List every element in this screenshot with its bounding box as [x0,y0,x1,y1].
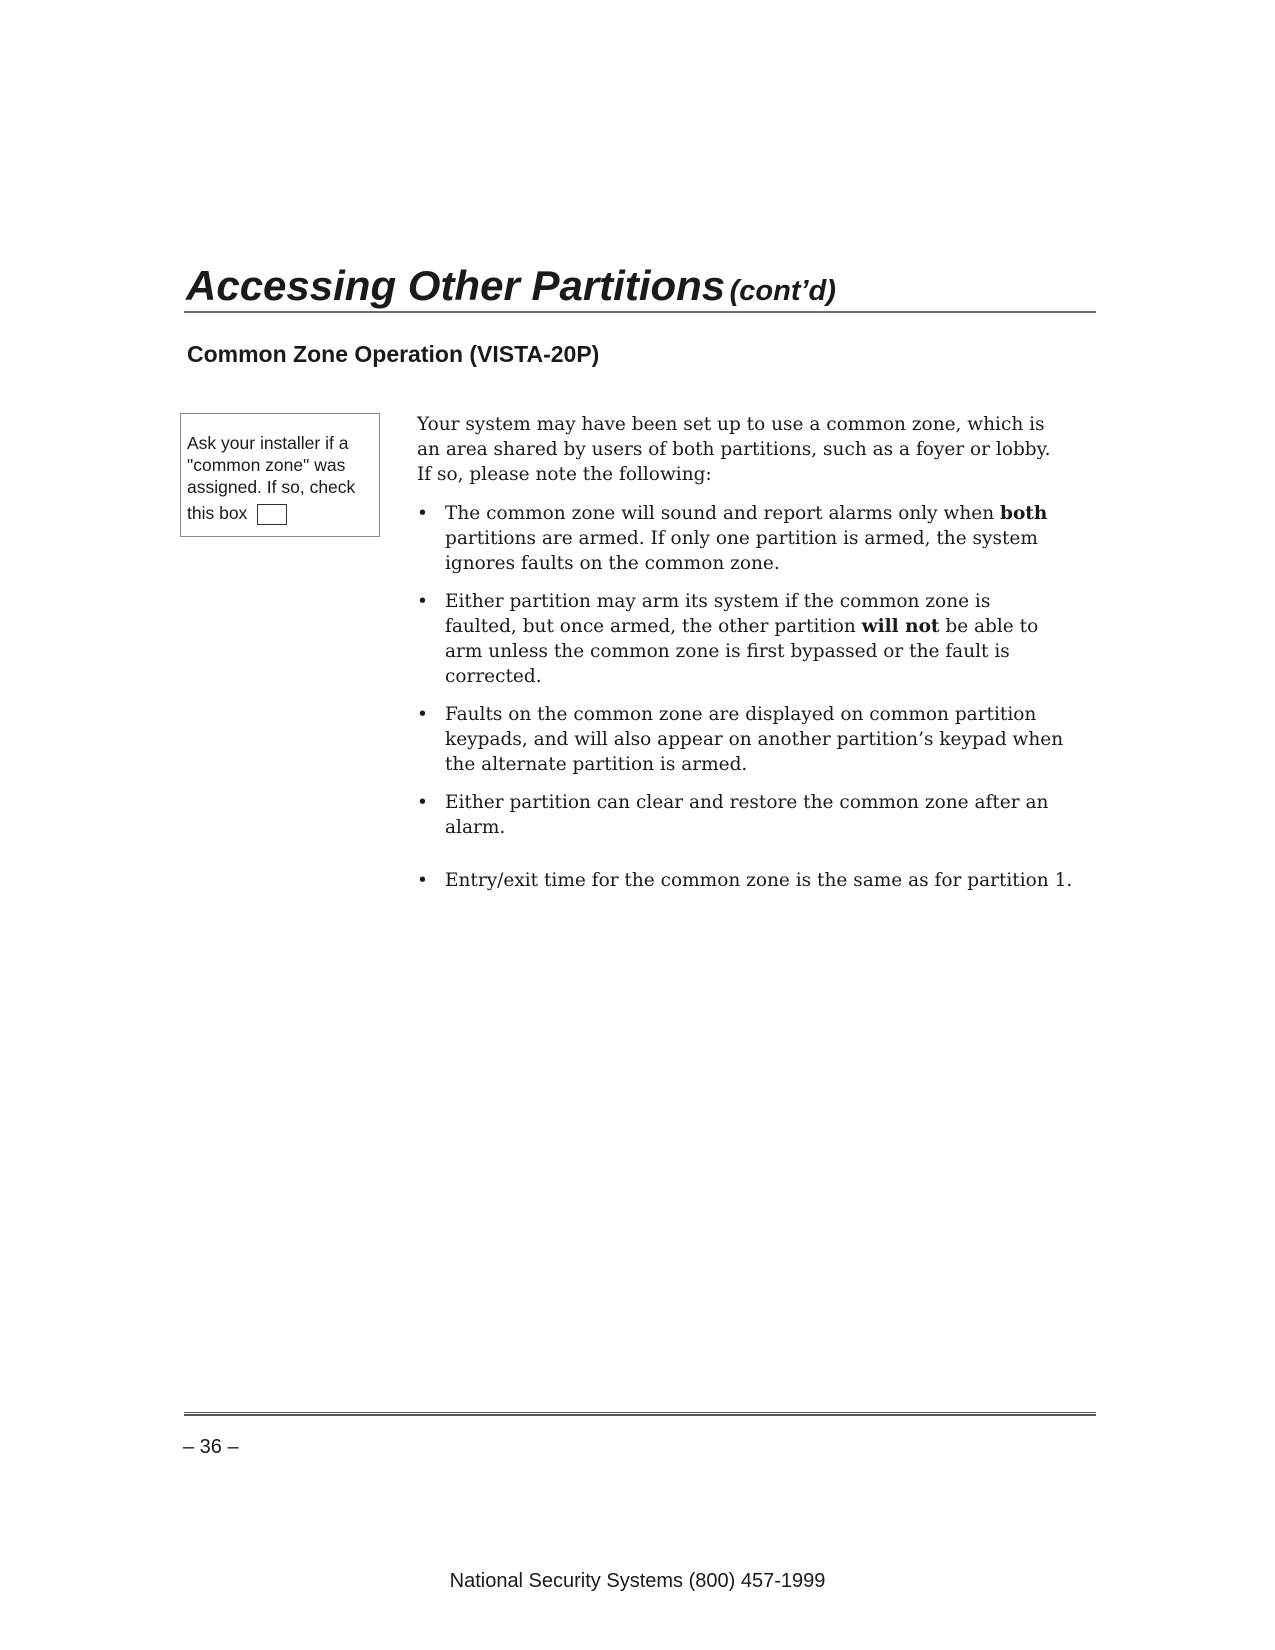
intro-line: an area shared by users of both partitions, such as a foyer or lobby. [417,439,1051,460]
bullet-line: keypads, and will also appear on another partition’s keypad when [445,729,1064,750]
bullet-item [417,501,1097,576]
page-title [186,262,1096,310]
bullet-symbol: • [417,870,428,891]
bullet-line: corrected. [445,666,542,687]
note-line-last [187,502,382,525]
intro-line: Your system may have been set up to use a common zone, which is [417,414,1045,435]
intro-paragraph [417,412,1097,487]
bullet-line: arm unless the common zone is first bypassed or the fault is [445,641,1010,662]
page-number: – 36 – [183,1436,239,1458]
emphasis-both: both [1000,503,1048,524]
body-column [417,412,1097,906]
bullet-item [417,589,1097,689]
bullet-symbol: • [417,704,428,725]
intro-line: If so, please note the following: [417,464,712,485]
bullet-line: Entry/exit time for the common zone is the same as for partition 1. [445,870,1073,891]
bullet-line: the alternate partition is armed. [445,754,748,775]
emphasis-will-not: will not [861,616,940,637]
bullet-item [417,790,1097,840]
bullet-line: alarm. [445,817,506,838]
note-line: assigned. If so, check [187,477,356,497]
bullet-line [445,501,1097,526]
bullet-item [417,868,1097,893]
bullet-line [445,614,1097,639]
bullet-symbol: • [417,591,428,612]
bullet-line: partitions are armed. If only one partition is armed, the system [445,528,1038,549]
bullet-line: Either partition may arm its system if the common zone is [445,591,991,612]
bullet-line: Either partition can clear and restore the common zone after an [445,792,1049,813]
title-rule [184,311,1096,313]
note-line: "common zone" was [187,455,346,475]
bullet-text: The common zone will sound and report alarms only when [445,503,1001,524]
bullet-symbol: • [417,792,428,813]
note-line: Ask your installer if a [187,433,349,453]
bullet-symbol: • [417,503,428,524]
bullet-line: ignores faults on the common zone. [445,553,780,574]
section-heading: Common Zone Operation (VISTA-20P) [187,341,600,367]
bullet-list [417,501,1097,893]
bullet-text: faulted, but once armed, the other partition [445,616,862,637]
footer-text: National Security Systems (800) 457-1999 [449,1570,826,1592]
bullet-item [417,702,1097,777]
footer-rule [184,1412,1096,1416]
title-main: Accessing Other Partitions [186,262,726,309]
installer-note [187,432,382,525]
bullet-line: Faults on the common zone are displayed on common partition [445,704,1037,725]
common-zone-checkbox[interactable] [257,504,287,525]
note-line-text: this box [187,503,248,523]
bullet-text: be able to [939,616,1039,637]
title-continued: (cont’d) [729,275,836,307]
